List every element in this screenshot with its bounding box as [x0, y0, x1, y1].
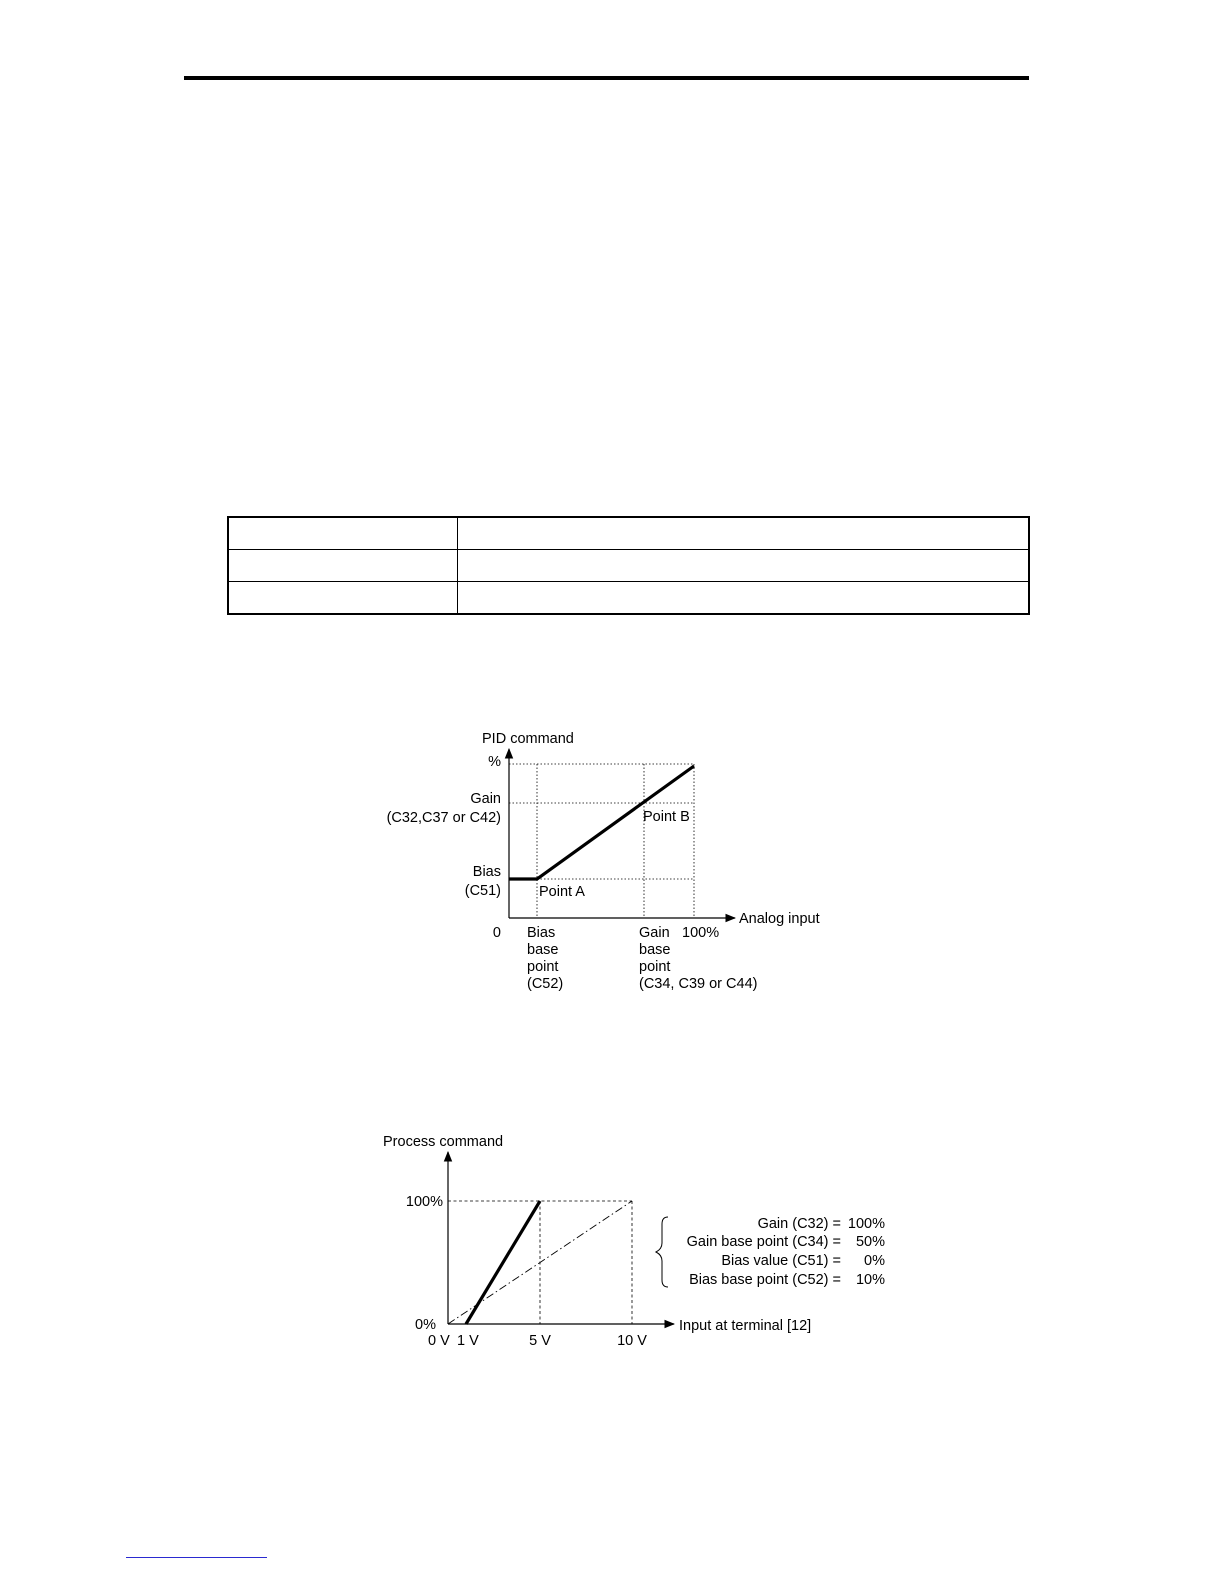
y-min-label: 0%: [415, 1317, 436, 1333]
legend-bias-base-label: Bias base point (C52) =: [689, 1272, 841, 1288]
x-tick-10v: 10 V: [617, 1333, 647, 1349]
legend-bias-label: Bias value (C51) =: [721, 1253, 841, 1269]
bias-base-line-3: point: [527, 959, 559, 975]
bias-base-line-4: (C52): [527, 976, 564, 992]
bias-base-line-2: base: [527, 942, 559, 958]
gain-base-line-2: base: [639, 942, 671, 958]
bias-code: (C51): [464, 883, 501, 899]
point-b-label: Point B: [643, 809, 690, 825]
process-command-graph: [383, 1134, 885, 1349]
y-axis-title-2: Process command: [383, 1134, 504, 1150]
point-a-label: Point A: [539, 884, 585, 900]
x-max-label: 100%: [682, 925, 720, 941]
gain-codes: (C32,C37 or C42): [386, 810, 501, 826]
x-tick-1v: 1 V: [457, 1333, 479, 1349]
origin-label: 0: [492, 925, 501, 941]
legend-bias-value: 0%: [864, 1253, 885, 1269]
x-tick-5v: 5 V: [529, 1333, 551, 1349]
y-max-label: 100%: [405, 1194, 443, 1210]
gain-base-line-1: Gain: [639, 925, 670, 941]
gain-base-line-3: point: [639, 959, 671, 975]
process-characteristic-line: [466, 1201, 540, 1324]
legend-brace: [656, 1217, 668, 1287]
x-axis-title-2: Input at terminal [12]: [679, 1318, 812, 1334]
legend-bias-base-value: 10%: [855, 1272, 885, 1288]
footer-link-underline: [126, 1557, 267, 1558]
legend-gain-base-value: 50%: [855, 1234, 885, 1250]
legend-gain-value: 100%: [847, 1216, 885, 1232]
gain-label: Gain: [470, 791, 501, 807]
y-axis-unit: %: [488, 754, 501, 770]
legend-gain-base-label: Gain base point (C34) =: [686, 1234, 841, 1250]
y-axis-title: PID command: [482, 731, 574, 747]
legend-gain-label: Gain (C32) =: [757, 1216, 841, 1232]
x-axis-title: Analog input: [739, 911, 820, 927]
bias-base-line-1: Bias: [527, 925, 556, 941]
bias-label: Bias: [472, 864, 501, 880]
x-tick-0v: 0 V: [428, 1333, 450, 1349]
gain-base-line-4: (C34, C39 or C44): [639, 976, 758, 992]
